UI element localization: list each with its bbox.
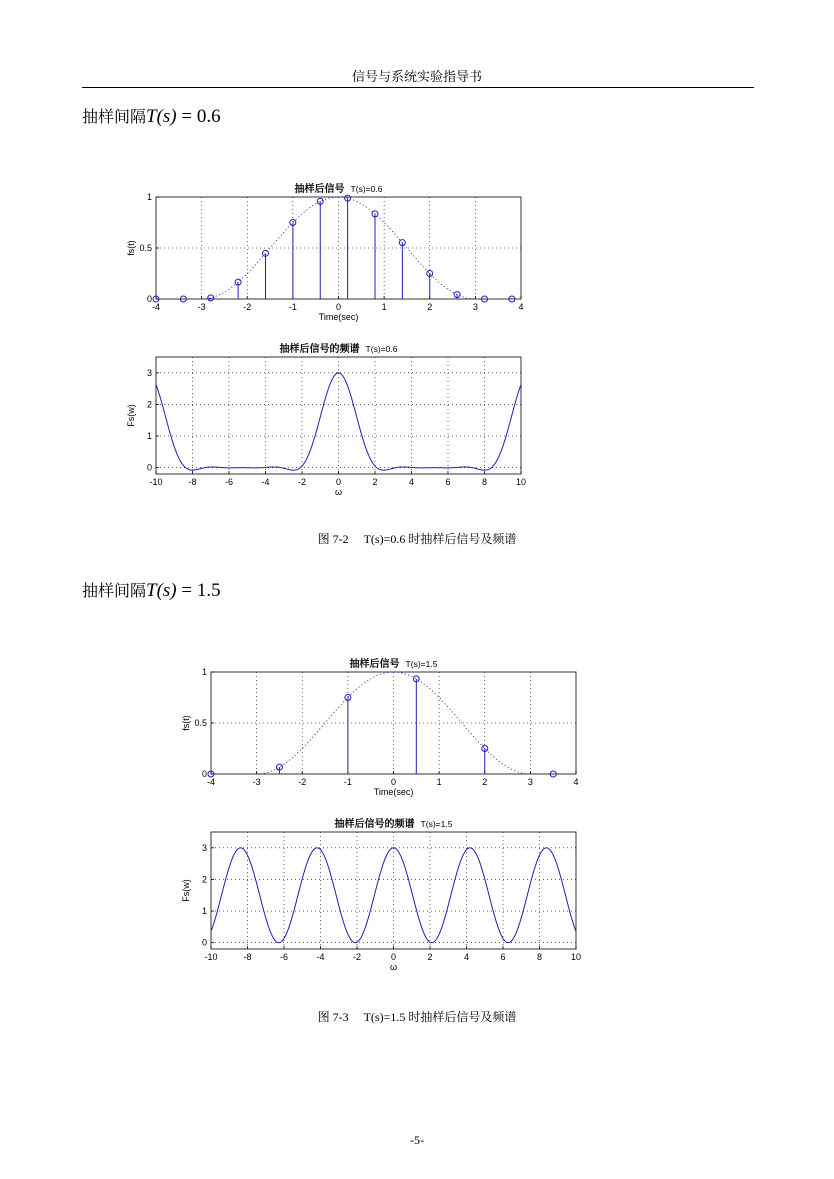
- x-tick-label: 10: [570, 952, 582, 962]
- x-tick-label: -4: [316, 952, 325, 962]
- plot-title: [280, 342, 398, 355]
- x-tick-label: -1: [288, 302, 297, 312]
- title-text: 抽样后信号的频谱: [334, 819, 415, 830]
- x-tick-label: -3: [197, 302, 206, 312]
- sampled-signal-plot: [126, 182, 524, 322]
- x-tick-label: -2: [298, 777, 307, 787]
- x-tick-label: 0: [390, 777, 397, 787]
- x-tick-label: 0: [335, 302, 342, 312]
- title-param: T(s)=0.6: [365, 344, 398, 354]
- x-tick-label: -2: [352, 952, 362, 962]
- plot-title: [295, 182, 383, 195]
- title-text: 抽样后信号的频谱: [279, 344, 360, 355]
- section-label: 抽样间隔: [82, 583, 147, 600]
- figure-caption-7-2: 图 7-2 T(s)=0.6 时抽样后信号及频谱: [317, 532, 517, 546]
- x-tick-label: 1: [381, 302, 387, 312]
- x-tick-label: 6: [500, 952, 506, 962]
- x-tick-label: -1: [343, 777, 352, 787]
- x-tick-label: -8: [188, 477, 197, 487]
- section-label: 抽样间隔: [82, 109, 147, 126]
- x-axis-label: Time(sec): [318, 312, 359, 322]
- x-tick-label: -10: [149, 477, 163, 487]
- y-tick-label: 3: [201, 842, 207, 853]
- y-axis-label: fs(t): [181, 715, 191, 731]
- x-tick-label: 3: [472, 302, 478, 312]
- plot-title: [335, 817, 453, 830]
- x-axis-label: Time(sec): [373, 787, 414, 797]
- y-tick-label: 0: [201, 937, 207, 948]
- header-rule: [82, 87, 754, 88]
- figure-caption-7-3: 图 7-3 T(s)=1.5 时抽样后信号及频谱: [317, 1010, 517, 1024]
- y-tick-label: 1: [201, 667, 207, 677]
- figure-7-3: [181, 640, 595, 972]
- x-tick-label: 8: [536, 952, 543, 962]
- x-tick-label: -6: [224, 477, 234, 487]
- y-tick-label: 1: [201, 906, 207, 917]
- envelope-curve: [257, 672, 531, 774]
- x-tick-label: -4: [261, 477, 270, 487]
- y-axis-label: Fs(w): [126, 404, 136, 427]
- plot-frame: [211, 672, 576, 774]
- section-heading-2: [82, 578, 221, 602]
- section-heading-1: [82, 104, 221, 128]
- section-math: T(s) = 1.5: [146, 580, 221, 601]
- x-tick-label: 0: [390, 952, 397, 962]
- title-text: 抽样后信号: [294, 184, 345, 195]
- plot-frame: [156, 197, 521, 299]
- x-tick-label: -10: [204, 952, 218, 962]
- plot-title: [350, 657, 438, 670]
- x-tick-label: 2: [427, 302, 433, 312]
- x-tick-label: -2: [243, 302, 252, 312]
- x-tick-label: -6: [279, 952, 289, 962]
- x-tick-label: -8: [243, 952, 252, 962]
- figure-7-2: [126, 165, 540, 497]
- x-tick-label: 3: [527, 777, 533, 787]
- x-tick-label: -4: [151, 302, 161, 312]
- y-tick-label: 1: [146, 192, 152, 202]
- x-tick-label: 4: [408, 477, 415, 487]
- x-tick-label: -4: [206, 777, 216, 787]
- x-tick-label: 8: [481, 477, 488, 487]
- x-tick-label: 4: [573, 777, 579, 787]
- page-number: -5-: [410, 1133, 424, 1147]
- x-tick-label: -2: [297, 477, 307, 487]
- spectrum-plot: [181, 817, 581, 972]
- y-tick-label: 0: [146, 294, 152, 304]
- title-param: T(s)=0.6: [350, 184, 383, 194]
- x-tick-label: 4: [463, 952, 470, 962]
- x-tick-label: 6: [445, 477, 451, 487]
- section-math: T(s) = 0.6: [146, 106, 221, 127]
- y-tick-label: 0: [146, 462, 152, 473]
- y-tick-label: 0.5: [194, 718, 207, 728]
- x-tick-label: 0: [335, 477, 342, 487]
- title-param: T(s)=1.5: [420, 819, 453, 829]
- y-tick-label: 2: [146, 399, 152, 410]
- plot-frame: [211, 832, 576, 949]
- x-tick-label: 10: [515, 477, 527, 487]
- envelope-curve: [202, 197, 476, 299]
- y-tick-label: 0.5: [139, 243, 152, 253]
- y-axis-label: Fs(w): [181, 879, 191, 902]
- spectrum-plot: [126, 342, 526, 497]
- x-tick-label: 2: [372, 477, 378, 487]
- x-axis-label: ω: [389, 962, 398, 972]
- y-tick-label: 2: [201, 874, 207, 885]
- x-tick-label: -3: [252, 777, 261, 787]
- y-tick-label: 0: [201, 769, 207, 779]
- running-header: 信号与系统实验指导书: [351, 69, 482, 84]
- x-tick-label: 2: [482, 777, 488, 787]
- sampled-signal-plot: [181, 657, 579, 797]
- title-param: T(s)=1.5: [405, 659, 438, 669]
- plot-frame: [156, 357, 521, 474]
- y-tick-label: 1: [146, 431, 152, 442]
- x-axis-label: ω: [334, 487, 343, 497]
- x-tick-label: 4: [518, 302, 524, 312]
- y-tick-label: 3: [146, 367, 152, 378]
- x-tick-label: 1: [436, 777, 442, 787]
- y-axis-label: fs(t): [126, 240, 136, 256]
- x-tick-label: 2: [427, 952, 433, 962]
- title-text: 抽样后信号: [349, 659, 400, 670]
